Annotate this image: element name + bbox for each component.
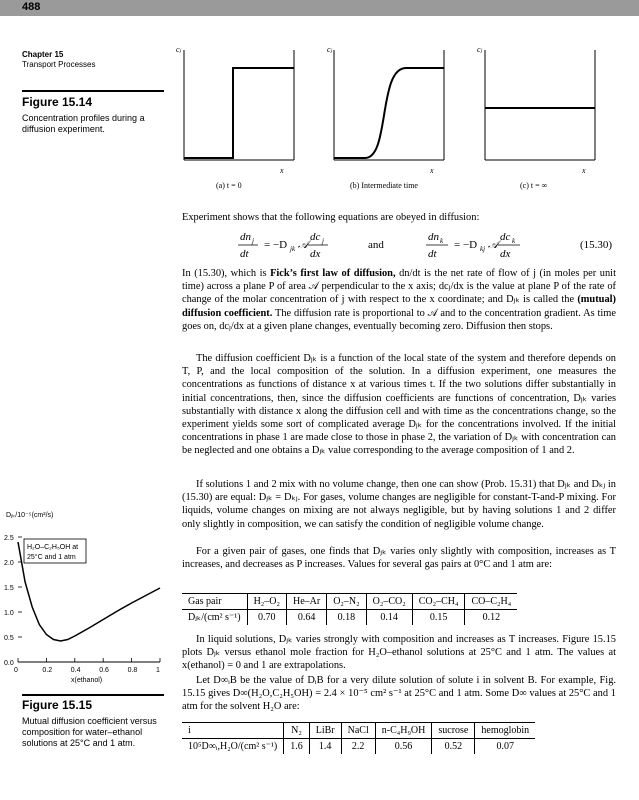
svg-text:jk: jk bbox=[290, 245, 296, 253]
equation-and: and bbox=[368, 239, 384, 251]
svg-text:= −D: = −D bbox=[264, 239, 288, 251]
chapter-title: Transport Processes bbox=[22, 60, 96, 69]
svg-text:kj: kj bbox=[480, 245, 486, 253]
chart-ylabel: Dⱼₖ/10⁻⁵(cm²/s) bbox=[6, 512, 54, 519]
figure15-caption: Mutual diffusion coefficient versus composition for water–ethanol solutions at 25°C and 1 atm. bbox=[22, 716, 157, 748]
svg-text:dt: dt bbox=[240, 248, 249, 260]
diffusion-coefficient-term: (mutual) diffusion coefficient. bbox=[182, 294, 616, 319]
chart-ytick-label: 2.5 bbox=[4, 535, 14, 542]
panel-c bbox=[477, 45, 595, 190]
figure14-title: Figure 15.14 bbox=[22, 95, 93, 109]
panel-a-curve bbox=[184, 68, 294, 158]
chart-xtick-label: 1 bbox=[156, 667, 160, 674]
paragraph-gases: For a given pair of gases, one finds that Dⱼₖ varies only slightly with composition, increases as T increases, and decreases as P increases. Values for several gas pairs at 0°C and 1 atm are: bbox=[182, 546, 616, 571]
panel-b-curve bbox=[334, 68, 444, 158]
panel-b-xlabel: x bbox=[430, 166, 434, 175]
svg-text:dx: dx bbox=[310, 248, 321, 260]
page-number: 488 bbox=[22, 1, 41, 13]
page-header-bar bbox=[0, 0, 639, 16]
panel-a-ylabel: cⱼ bbox=[176, 45, 181, 54]
panel-a bbox=[176, 45, 294, 190]
chart-xtick-label: 0.6 bbox=[99, 667, 109, 674]
paragraph-volume: If solutions 1 and 2 mix with no volume change, then one can show (Prob. 15.31) that Dⱼₖ and Dₖⱼ in (15.30) are equal: Dⱼₖ = Dₖⱼ. For gases, volume changes are negligible for constant-T-and-P mixing. For liquids, volume changes on mixing are not always negligible, but by having solutions 1 and 2 differ only slightly in composition, we can satisfy the condition of negligible volume change. bbox=[182, 479, 616, 530]
paragraph-fick: In (15.30), which is Fick’s first law of diffusion, dn/dt is the net rate of flow of j (in moles per unit time) across a plane P of area 𝒜 perpendicular to the x axis; dcⱼ/dx is the value at plane P of the rate of change of the molar concentration of j with respect to the x coordinate; and Dⱼₖ is called the (mutual) diffusion coefficient. The diffusion rate is proportional to 𝒜 and to the concentration gradient. As time goes on, dcⱼ/dx at a given plane changes, eventually becoming zero. Diffusion then stops. bbox=[182, 268, 616, 332]
paragraph-coefficient: The diffusion coefficient Dⱼₖ is a function of the local state of the system and therefore depends on T, P, and the local composition of the solution. In a diffusion experiment, one measures the concentrations as functions of distance x at various times t. If the two solutions differ substantially in initial concentrations, then, since the diffusion coefficients are functions of concentration, Dⱼₖ varies substantially with distance x along the diffusion cell and with time as the concentrations change, so the experiment yields some sort of complicated average Dⱼₖ for the concentrations involved. If the initial concentrations in phase 1 are made close to those in phase 2, the variation of Dⱼₖ with concentration can be neglected and one obtains a Dⱼₖ value corresponding to the average composition of 1 and 2. bbox=[182, 353, 616, 457]
panel-c-ylabel: cⱼ bbox=[477, 45, 482, 54]
panel-b-ylabel: cⱼ bbox=[327, 45, 332, 54]
chart-ytick-label: 2.0 bbox=[4, 560, 14, 567]
panel-a-caption: (a) t = 0 bbox=[216, 181, 242, 190]
svg-text:dc: dc bbox=[310, 231, 321, 243]
svg-text:k: k bbox=[440, 237, 444, 245]
svg-text:j: j bbox=[322, 237, 324, 245]
svg-text:dn: dn bbox=[240, 231, 251, 243]
figure14-caption: Concentration profiles during a diffusion experiment. bbox=[22, 113, 145, 134]
svg-text:dc: dc bbox=[500, 231, 511, 243]
figure14-panels bbox=[170, 38, 630, 193]
chapter-label: Chapter 15 bbox=[22, 50, 64, 59]
panel-c-xlabel: x bbox=[582, 166, 586, 175]
solute-table-header: i N₂ LiBr NaCl n-C₄H₉OH sucrose hemoglobin bbox=[182, 723, 535, 739]
gas-table-row: Dⱼₖ/(cm² s⁻¹) 0.70 0.64 0.18 0.14 0.15 0.12 bbox=[182, 610, 517, 626]
equation-15-30 bbox=[182, 228, 616, 264]
paragraph-liquids: In liquid solutions, Dⱼₖ varies strongly with composition and increases as T increases. Figure 15.15 plots Dⱼₖ versus ethanol mole fraction for H₂O–ethanol solutions at 25°C and 1 atm. The values at x(ethanol) = 0 and 1 are extrapolations. bbox=[182, 634, 616, 672]
intro-sentence: Experiment shows that the following equations are obeyed in diffusion: bbox=[182, 212, 480, 223]
svg-text:dt: dt bbox=[428, 248, 437, 260]
chart-legend-line1: H₂O–C₂H₅OH at bbox=[27, 544, 79, 551]
chart-xtick-label: 0.8 bbox=[127, 667, 138, 674]
figure15-title: Figure 15.15 bbox=[22, 698, 93, 712]
chapter-heading bbox=[22, 50, 96, 70]
figure15-rule bbox=[22, 694, 164, 696]
svg-text:dx: dx bbox=[500, 248, 511, 260]
gas-table bbox=[182, 593, 517, 625]
solute-table-row: 10⁵D∞ᵢ,H₂O/(cm² s⁻¹) 1.6 1.4 2.2 0.56 0.52 0.07 bbox=[182, 739, 535, 755]
panel-b-caption: (b) Intermediate time bbox=[350, 181, 418, 190]
panel-a-xlabel: x bbox=[280, 166, 284, 175]
gas-table-header: Gas pair H₂–O₂ He–Ar O₂–N₂ O₂–CO₂ CO₂–CH₄ CO–C₂H₄ bbox=[182, 594, 517, 610]
fick-law-term: Fick’s first law of diffusion, bbox=[270, 268, 396, 279]
svg-text:𝒜: 𝒜 bbox=[298, 239, 309, 251]
chart-ytick-label: 0.5 bbox=[4, 635, 14, 642]
panel-c-caption: (c) t = ∞ bbox=[520, 181, 548, 190]
chart-ytick-label: 1.5 bbox=[4, 585, 14, 592]
chart-xlabel: x(ethanol) bbox=[71, 677, 103, 684]
panel-b bbox=[327, 45, 444, 190]
svg-text:= −D: = −D bbox=[454, 239, 478, 251]
chart-ytick-label: 1.0 bbox=[4, 610, 14, 617]
figure14-rule bbox=[22, 90, 164, 92]
chart-xtick-label: 0.4 bbox=[70, 667, 81, 674]
svg-text:j: j bbox=[252, 237, 254, 245]
svg-text:k: k bbox=[512, 237, 516, 245]
figure15-chart bbox=[0, 507, 180, 687]
equation-number: (15.30) bbox=[580, 239, 613, 251]
svg-text:dn: dn bbox=[428, 231, 439, 243]
chart-xtick-label: 0 bbox=[14, 667, 18, 674]
chart-ytick-label: 0.0 bbox=[4, 660, 14, 667]
chart-xtick-label: 0.2 bbox=[42, 667, 53, 674]
svg-text:𝒜: 𝒜 bbox=[488, 239, 499, 251]
paragraph-dilute: Let D∞ᵢB be the value of DᵢB for a very dilute solution of solute i in solvent B. For example, Fig. 15.15 gives D∞(H₂O,C₂H₅OH) = 2.4 × 10⁻⁵ cm² s⁻¹ at 25°C and 1 atm. Some D∞ values at 25°C and 1 atm for the solvent H₂O are: bbox=[182, 675, 616, 713]
solute-table bbox=[182, 722, 535, 754]
chart-legend-line2: 25°C and 1 atm bbox=[27, 554, 76, 561]
